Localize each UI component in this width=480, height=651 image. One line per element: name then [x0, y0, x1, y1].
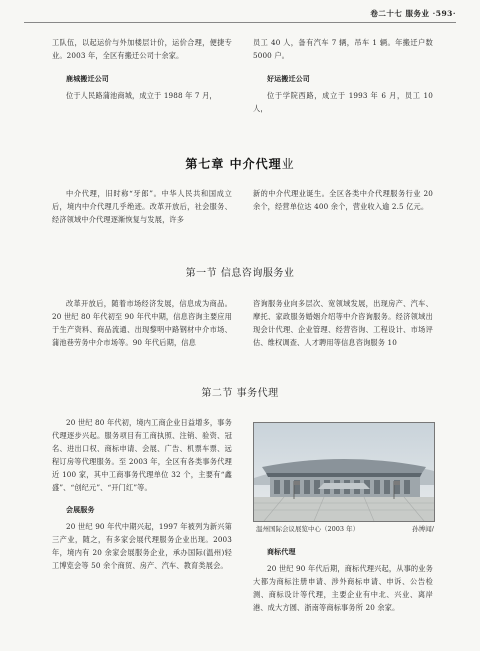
chapter-intro-right: [253, 187, 433, 213]
section1-left-text: 改革开放后，随着市场经济发展，信息成为商品。20 世纪 80 年代初至 90 年代中期，信息咨询主要应用于生产资料、商品流通、出现黎明中路钢材中介市场、蒲池巷劳务中介市场等。90 年代后期，信息: [52, 299, 232, 347]
lucheng-moving-text: 位于人民路蒲池商城，成立于 1988 年 7 月，: [66, 91, 217, 100]
photo-caption-row: [256, 524, 434, 533]
expo-center-image: [254, 423, 434, 521]
trademark-agency-title: 商标代理: [267, 548, 296, 556]
chapter-title: [0, 155, 480, 172]
section2-intro: [52, 416, 232, 572]
expo-service-text: 20 世纪 90 年代中期兴起，1997 年被列为新兴第三产业，随之，有多家会展代理服务企业出现。2003 年，境内有 20 余家会展服务企业，承办国际(温州)轻工博览会等 50 余个商贸、房产、汽车、教育类展会。: [52, 522, 232, 570]
chapter-intro-right-text: 新的中介代理业诞生。全区各类中介代理服务行业 20 余个，经营单位达 400 余个，营业收入逾 2.5 亿元。: [253, 189, 433, 211]
top-left-paragraph: [52, 36, 232, 102]
expo-center-photo: [253, 422, 435, 522]
chapter-title-end: 业: [281, 157, 295, 171]
header-rule: [24, 22, 456, 23]
section1-right: [253, 297, 433, 349]
section1-right-text: 咨询服务业向多层次、宽领域发展，出现房产、汽车、摩托、家政服务婚姻介绍等中介咨询服务。经济领域出现会计代理、企业管理、经营咨询、工程设计、市场评估、维权调查、人才聘用等信息咨询服务 10: [253, 299, 433, 347]
top-right-tail: 员工 40 人，备有汽车 7 辆，吊车 1 辆。年搬迁户数 5000 户。: [253, 38, 433, 60]
section1-left: [52, 297, 232, 349]
photo-credit: 孙博闻/: [412, 525, 434, 533]
chapter-intro-left-text: 中介代理，旧时称“牙郎”。中华人民共和国成立后，境内中介代理几乎绝迹。改革开放后，社会服务、经济领域中介代理逐渐恢复与发展，许多: [52, 189, 232, 224]
trademark-agency: [253, 546, 433, 614]
haoyun-moving-title: 好运搬迁公司: [267, 75, 310, 83]
section1-title: 第一节 信息咨询服务业: [185, 268, 295, 279]
haoyun-moving-text: 位于学院西路，成立于 1993 年 6 月，员工 10 人，: [253, 91, 433, 113]
chapter-intro-left: [52, 187, 232, 226]
lucheng-moving-title: 鹿城搬迁公司: [66, 75, 109, 83]
running-header: 卷二十七 服务业 ·593·: [370, 9, 456, 18]
expo-service-title: 会展服务: [66, 506, 95, 514]
section2-intro-text: 20 世纪 80 年代初，境内工商企业日益增多，事务代理逐步兴起。服务项目有工商执照、注销、验资、冠名、进出口权、商标申请、会展、广告、机票车票、远程订房等代理服务。至 2003 年，全区有各类事务代理近 100 家，其中工商事务代理单位 32 个，主要有“鑫盛”、“创纪元”、“开门红”等。: [52, 418, 232, 492]
chapter-title-main: 第七章 中介代理: [185, 157, 282, 171]
section2-title: 第二节 事务代理: [201, 388, 279, 399]
trademark-agency-text: 20 世纪 90 年代后期，商标代理兴起，从事的业务大都为商标注册申请、涉外商标申请、申诉、公告检测、商标设计等代理，主要企业有中北、兴业、离岸港、成大方圆、浙南等商标事务所 20 余家。: [253, 564, 433, 612]
top-left-tail: 工队伍，以起运价与外加楼层计价，运价合理，便捷专业。2003 年，全区有搬迁公司十余家。: [52, 38, 232, 60]
top-right-paragraph: [253, 36, 433, 115]
photo-caption: 温州国际会议展览中心（2003 年）: [256, 525, 360, 533]
